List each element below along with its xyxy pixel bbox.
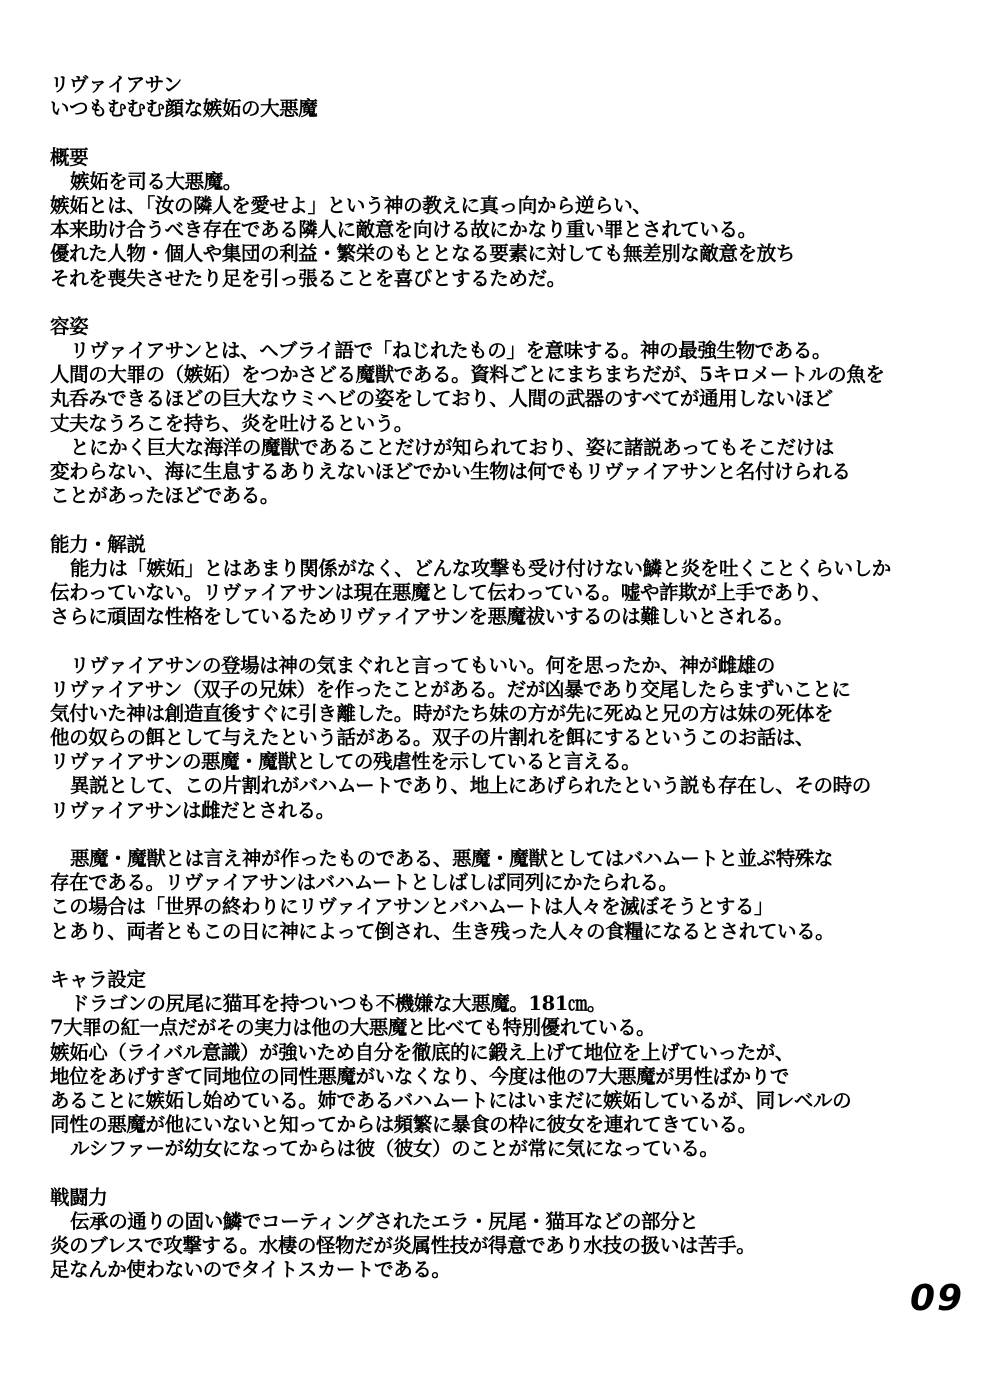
paragraph-line: 悪魔・魔獣とは言え神が作ったものである、悪魔・魔獣としてはバハムートと並ぶ特殊な: [70, 847, 834, 870]
paragraph-line: リヴァイアサンは雌だとされる。: [50, 798, 335, 822]
paragraph-line: 変わらない、海に生息するありえないほどでかい生物は何でもリヴァイアサンと名付けられる: [50, 460, 851, 483]
section-heading-ability: 能力・解説: [50, 532, 146, 556]
paragraph-line: ルシファーが幼女になってからは彼（彼女）のことが常に気になっている。: [70, 1137, 719, 1161]
paragraph-line: 気付いた神は創造直後すぐに引き離した。時がたち妹の方が先に死ぬと兄の方は妹の死体を: [50, 701, 834, 725]
paragraph-line: 嫉妬心（ライバル意識）が強いため自分を徹底的に鍛え上げて地位を上げていったが、: [50, 1040, 794, 1064]
paragraph-line: ドラゴンの尻尾に猫耳を持ついつも不機嫌な大悪魔。181㎝。: [70, 992, 607, 1016]
paragraph-line: 伝承の通りの固い鱗でコーティングされたエラ・尻尾・猫耳などの部分と: [70, 1209, 699, 1233]
paragraph-line: リヴァイアサンの登場は神の気まぐれと言ってもいい。何を思ったか、神が雌雄の: [70, 653, 775, 677]
paragraph-line: とあり、両者ともこの日に神によって倒され、生き残った人々の食糧になるとされている。: [50, 919, 835, 943]
section-heading-appearance: 容姿: [50, 314, 89, 338]
paragraph-line: 7大罪の紅一点だがその実力は他の大悪魔と比べても特別優れている。: [50, 1016, 656, 1040]
paragraph-line: 丈夫なうろこを持ち、炎を吐けるという。: [50, 411, 413, 435]
paragraph-line: 本来助け合うべき存在である隣人に敵意を向ける故にかなり重い罪とされている。: [50, 218, 757, 242]
paragraph-line: リヴァイアサンとは、ヘブライ語で「ねじれたもの」を意味する。神の最強生物である。: [70, 339, 832, 363]
paragraph-line: リヴァイアサンの悪魔・魔獣としての残虐性を示していると言える。: [50, 750, 641, 774]
paragraph-line: とにかく巨大な海洋の魔獣であることだけが知られており、姿に諸説あってもそこだけは: [70, 435, 834, 459]
paragraph-line: 嫉妬とは、「汝の隣人を愛せよ」という神の教えに真っ向から逆らい、: [50, 193, 652, 217]
paragraph-line: ことがあったほどである。: [50, 484, 280, 508]
paragraph-line: 同性の悪魔が他にいないと知ってからは頻繁に暴食の枠に彼女を連れてきている。: [50, 1113, 757, 1137]
paragraph-line: 異説として、この片割れがバハムートであり、地上にあげられたという説も存在し、その時の: [70, 774, 871, 798]
paragraph-line: 嫉妬を司る大悪魔。: [70, 169, 242, 193]
page-title: リヴァイアサン: [50, 73, 182, 96]
paragraph-line: 人間の大罪の（嫉妬）をつかさどる魔獣である。資料ごとにまちまちだが、5キロメートルの魚を: [50, 363, 885, 387]
section-heading-overview: 概要: [50, 145, 89, 169]
paragraph-line: リヴァイアサン（双子の兄妹）を作ったことがある。だが凶暴であり交尾したらまずいことに: [50, 677, 851, 701]
paragraph-line: 存在である。リヴァイアサンはバハムートとしばしば同列にかたられる。: [50, 871, 678, 895]
page-subtitle: いつもむむむ顔な嫉妬の大悪魔: [50, 97, 318, 121]
paragraph-line: あることに嫉妬し始めている。姉であるバハムートにはいまだに嫉妬しているが、同レベルの: [50, 1088, 852, 1112]
document-body: [50, 73, 950, 1282]
paragraph-line: この場合は「世界の終わりにリヴァイアサンとバハムートは人々を滅ぼそうとする」: [50, 895, 774, 919]
paragraph-line: 地位をあげすぎて同地位の同性悪魔がいなくなり、今度は他の7大悪魔が男性ばかりで: [50, 1064, 789, 1088]
paragraph-line: 優れた人物・個人や集団の利益・繁栄のもととなる要素に対しても無差別な敵意を放ち: [50, 242, 795, 266]
page-number: 09: [910, 1278, 965, 1319]
paragraph-line: さらに頑固な性格をしているためリヴァイアサンを悪魔祓いするのは難しいとされる。: [50, 605, 794, 629]
paragraph-line: 足なんか使わないのでタイトスカートである。: [50, 1258, 451, 1282]
paragraph-line: 丸呑みできるほどの巨大なウミヘビの姿をしており、人間の武器のすべてが通用しないほど: [50, 387, 833, 411]
section-heading-combat: 戦闘力: [50, 1185, 108, 1209]
paragraph-line: 能力は「嫉妬」とはあまり関係がなく、どんな攻撃も受け付けない鱗と炎を吐くことくらいしか: [70, 556, 891, 580]
section-heading-character: キャラ設定: [50, 967, 146, 991]
paragraph-line: 伝わっていない。リヴァイアサンは現在悪魔として伝わっている。嘘や詐欺が上手であり、: [50, 580, 831, 604]
paragraph-line: それを喪失させたり足を引っ張ることを喜びとするためだ。: [50, 266, 566, 290]
paragraph-line: 炎のブレスで攻撃する。水棲の怪物だが炎属性技が得意であり水技の扱いは苦手。: [50, 1234, 756, 1257]
paragraph-line: 他の奴らの餌として与えたという話がある。双子の片割れを餌にするというこのお話は、: [50, 726, 815, 750]
